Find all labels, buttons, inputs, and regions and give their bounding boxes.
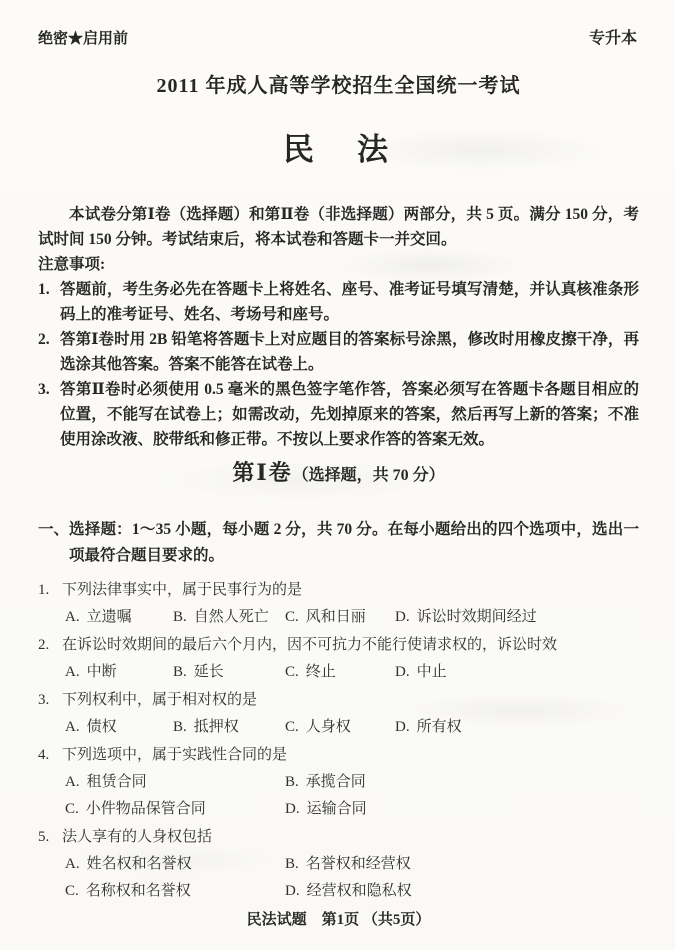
page-header [38, 28, 639, 50]
option-text: 名誉权和经营权 [305, 856, 411, 872]
question-options [62, 714, 639, 741]
option-text: 经营权和隐私权 [306, 883, 412, 899]
note-number: 3. [38, 381, 50, 398]
question-body [62, 742, 639, 823]
volume-label: 第Ⅰ卷 [232, 460, 293, 485]
question-text: 下列选项中，属于实践性合同的是 [62, 747, 288, 763]
note-number: 1. [38, 281, 50, 298]
option-label: D. [395, 664, 410, 680]
option-item [285, 878, 639, 905]
option-text: 姓名权和名誉权 [86, 856, 192, 872]
option-text: 承揽合同 [305, 774, 366, 790]
question-text: 下列法律事实中，属于民事行为的是 [62, 582, 303, 598]
question-body [62, 577, 639, 631]
option-text: 延长 [193, 664, 224, 680]
option-text: 中止 [416, 664, 447, 680]
question-options [62, 878, 639, 905]
note-item [38, 327, 639, 377]
option-text: 诉讼时效期间经过 [416, 609, 537, 625]
option-label: D. [395, 719, 410, 735]
note-text: 答题前，考生务必先在答题卡上将姓名、座号、准考证号填写清楚，并认真核准条形码上的准考证号、姓名、考场号和座号。 [60, 281, 639, 323]
section-heading [38, 458, 639, 491]
option-item [285, 714, 395, 741]
page-footer: 民法试题 第1页 （共5页） [246, 912, 431, 928]
notes-heading: 注意事项: [38, 256, 106, 273]
option-label: D. [395, 609, 410, 625]
question-item [38, 742, 639, 823]
section-instruction-number: 一、 [38, 521, 70, 538]
option-item [65, 604, 173, 631]
question-number: 3. [38, 692, 50, 708]
note-item [38, 277, 639, 327]
question-number: 1. [38, 582, 50, 598]
option-text: 抵押权 [193, 719, 239, 735]
question-list [38, 577, 639, 905]
option-item [395, 604, 639, 631]
question-text: 在诉讼时效期间的最后六个月内，因不可抗力不能行使请求权的，诉讼时效 [62, 637, 558, 653]
option-text: 风和日丽 [305, 609, 366, 625]
option-label: A. [65, 664, 80, 680]
option-label: C. [285, 719, 299, 735]
option-text: 运输合同 [306, 801, 367, 817]
option-label: B. [173, 664, 187, 680]
question-number: 2. [38, 637, 50, 653]
option-item [65, 769, 285, 796]
option-text: 中断 [86, 664, 117, 680]
secrecy-label: 绝密★启用前 [38, 31, 129, 47]
option-label: A. [65, 609, 80, 625]
option-item [65, 878, 285, 905]
option-text: 小件物品保管合同 [85, 801, 206, 817]
option-item [65, 659, 173, 686]
option-item [285, 604, 395, 631]
section-instruction-text: 选择题：1～35 小题，每小题 2 分，共 70 分。在每小题给出的四个选项中，选出一项最符合题目要求的。 [69, 521, 639, 564]
question-options [62, 604, 639, 631]
option-item [173, 604, 285, 631]
exam-title: 2011 年成人高等学校招生全国统一考试 [156, 75, 521, 97]
option-label: C. [65, 883, 79, 899]
question-item [38, 577, 639, 631]
option-label: C. [285, 609, 299, 625]
option-text: 人身权 [305, 719, 351, 735]
question-options [62, 796, 639, 823]
question-item [38, 687, 639, 741]
option-item [395, 659, 639, 686]
question-body [62, 632, 639, 686]
question-options [62, 769, 639, 796]
option-text: 立遗嘱 [86, 609, 132, 625]
question-text: 下列权利中，属于相对权的是 [62, 692, 258, 708]
option-label: B. [285, 856, 299, 872]
option-text: 终止 [305, 664, 336, 680]
question-body [62, 824, 639, 905]
question-body [62, 687, 639, 741]
option-label: A. [65, 774, 80, 790]
question-number: 5. [38, 829, 50, 845]
option-label: B. [173, 609, 187, 625]
note-item [38, 377, 639, 452]
question-item [38, 632, 639, 686]
option-item [395, 714, 639, 741]
intro-paragraph: 本试卷分第Ⅰ卷（选择题）和第Ⅱ卷（非选择题）两部分，共 5 页。满分 150 分，考试时间 150 分钟。考试结束后，将本试卷和答题卡一并交回。 [38, 206, 639, 248]
option-item [173, 714, 285, 741]
option-item [65, 714, 173, 741]
option-label: B. [173, 719, 187, 735]
option-text: 名称权和名誉权 [85, 883, 191, 899]
option-text: 自然人死亡 [193, 609, 269, 625]
question-item [38, 824, 639, 905]
question-number: 4. [38, 747, 50, 763]
option-item [173, 659, 285, 686]
subject-title: 民 法 [283, 132, 394, 167]
option-label: D. [285, 801, 300, 817]
option-item [285, 659, 395, 686]
option-text: 租赁合同 [86, 774, 147, 790]
option-item [65, 851, 285, 878]
option-label: D. [285, 883, 300, 899]
note-text: 答第Ⅱ卷时必须使用 0.5 毫米的黑色签字笔作答，答案必须写在答题卡各题目相应的位置，不能写在试卷上；如需改动，先划掉原来的答案，然后再写上新的答案；不准使用涂改液、胶带纸和修正带。不按以上要求作答的答案无效。 [60, 381, 639, 448]
option-label: B. [285, 774, 299, 790]
question-options [62, 851, 639, 878]
option-label: A. [65, 856, 80, 872]
option-item [285, 851, 639, 878]
option-label: C. [65, 801, 79, 817]
option-item [285, 769, 639, 796]
note-number: 2. [38, 331, 50, 348]
volume-detail: （选择题，共 70 分） [292, 467, 445, 484]
option-label: A. [65, 719, 80, 735]
option-item [65, 796, 285, 823]
option-label: C. [285, 664, 299, 680]
note-text: 答第Ⅰ卷时用 2B 铅笔将答题卡上对应题目的答案标号涂黑，修改时用橡皮擦干净，再选涂其他答案。答案不能答在试卷上。 [60, 331, 639, 373]
question-options [62, 659, 639, 686]
option-text: 债权 [86, 719, 117, 735]
option-item [285, 796, 639, 823]
question-text: 法人享有的人身权包括 [62, 829, 213, 845]
level-label: 专升本 [588, 30, 637, 47]
section-instruction [38, 517, 639, 569]
option-text: 所有权 [416, 719, 462, 735]
